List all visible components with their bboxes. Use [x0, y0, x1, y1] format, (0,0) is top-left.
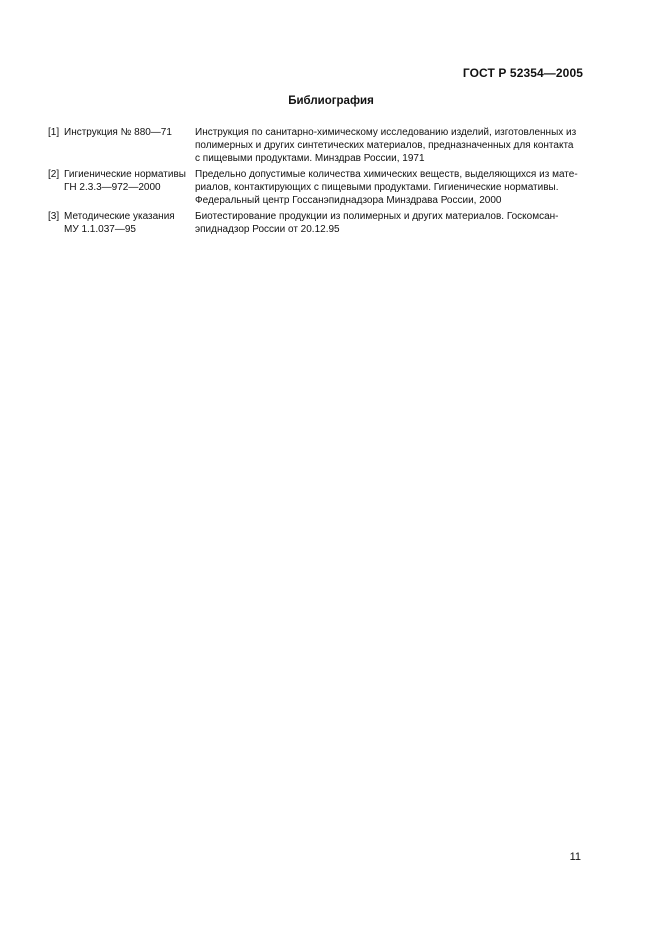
section-title: Библиография — [288, 95, 374, 107]
entry-number: [1] — [48, 127, 60, 138]
entry-description-line: Биотестирование продукции из полимерных и других материалов. Госкомсан- — [195, 211, 559, 222]
entry-number: [3] — [48, 211, 60, 222]
entry-reference-line: МУ 1.1.037—95 — [64, 224, 136, 235]
entry-description — [195, 168, 582, 207]
entry-reference-line: Инструкция № 880—71 — [64, 127, 172, 138]
entry-description — [195, 210, 582, 236]
entry-description-line: полимерных и других синтетических материалов, предназначенных для контакта — [195, 140, 574, 151]
entry-description — [195, 126, 582, 165]
page-number: 11 — [569, 851, 581, 863]
entry-description-line: риалов, контактирующих с пищевыми продуктами. Гигиенические нормативы. — [195, 182, 559, 193]
document-header: ГОСТ Р 52354—2005 — [462, 66, 583, 80]
entry-reference — [64, 126, 195, 165]
entry-reference-line: Гигиенические нормативы — [64, 169, 186, 180]
bibliography-entry — [48, 126, 582, 165]
entry-description-line: Предельно допустимые количества химических веществ, выделяющихся из мате- — [195, 169, 578, 180]
bibliography-entry — [48, 210, 582, 236]
entry-reference — [64, 168, 195, 207]
entry-description-line: эпиднадзор России от 20.12.95 — [195, 224, 340, 235]
entry-description-line: Федеральный центр Госсанэпиднадзора Минздрава России, 2000 — [195, 195, 502, 206]
bibliography-list — [48, 126, 582, 239]
entry-reference — [64, 210, 195, 236]
entry-number: [2] — [48, 169, 60, 180]
entry-reference-line: ГН 2.3.3—972—2000 — [64, 182, 161, 193]
bibliography-entry — [48, 168, 582, 207]
entry-description-line: Инструкция по санитарно-химическому исследованию изделий, изготовленных из — [195, 127, 577, 138]
entry-description-line: с пищевыми продуктами. Минздрав России, 1971 — [195, 153, 425, 164]
entry-reference-line: Методические указания — [64, 211, 175, 222]
